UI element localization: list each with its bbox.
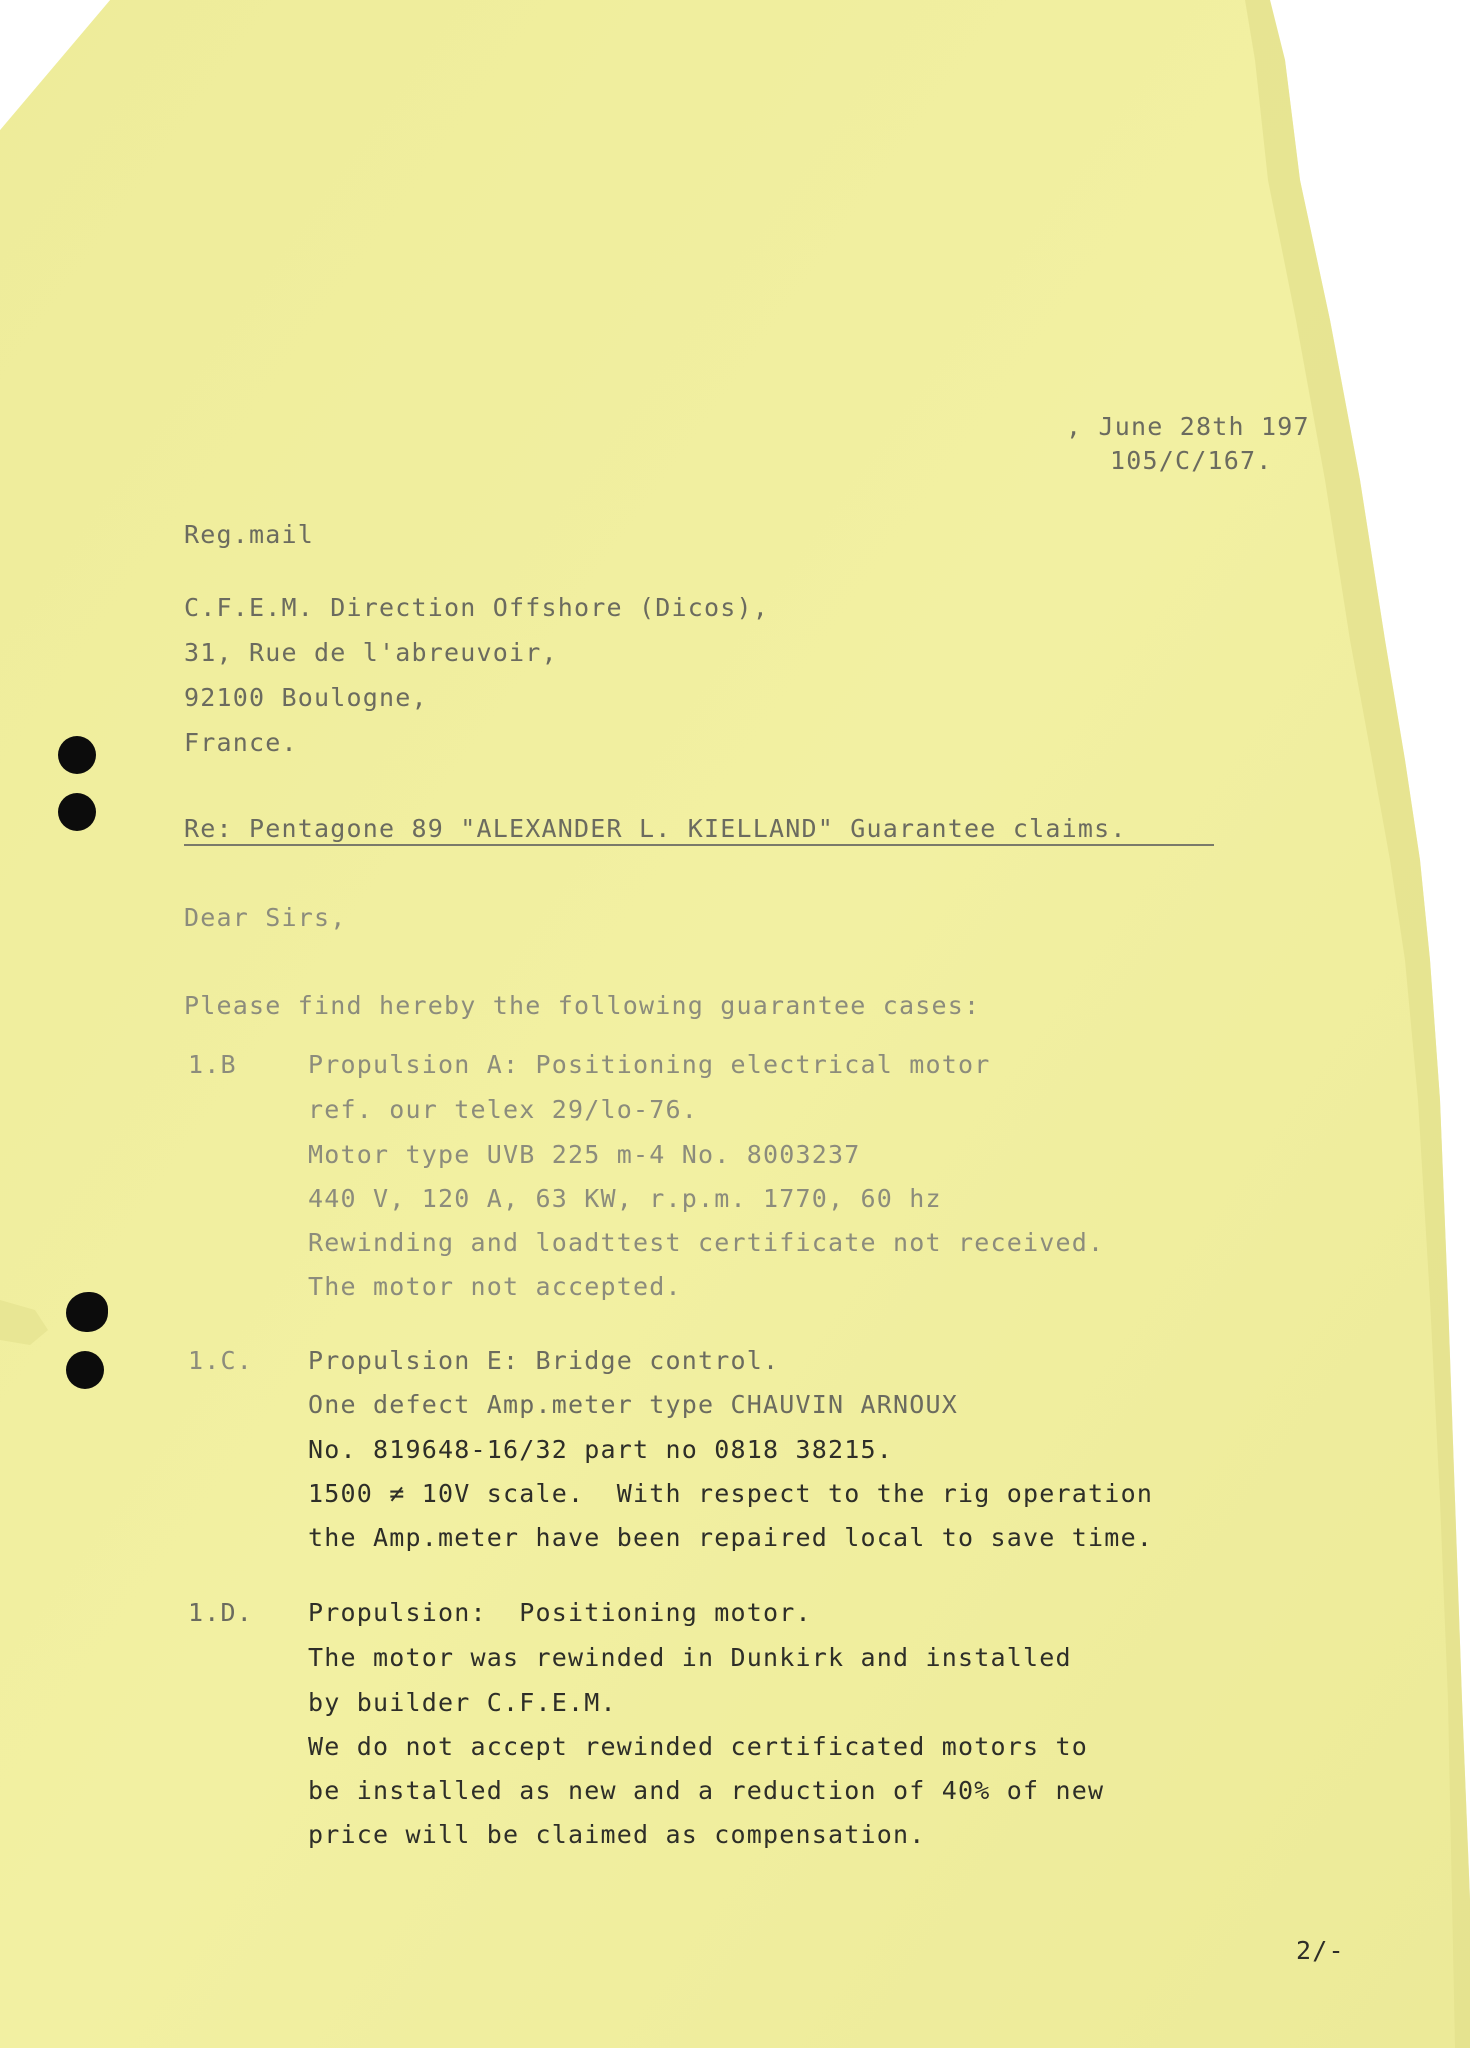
case-line: Motor type UVB 225 m-4 No. 8003237 — [308, 1140, 861, 1169]
case-line: Propulsion: Positioning motor. — [308, 1598, 812, 1627]
case-number: 1.B — [188, 1050, 237, 1079]
case-line: Propulsion E: Bridge control. — [308, 1346, 780, 1375]
mail-type: Reg.mail — [184, 520, 315, 549]
case-line: 1500 ≠ 10V scale. With respect to the rig operation — [308, 1479, 1154, 1508]
case-line: Rewinding and loadttest certificate not received. — [308, 1228, 1105, 1257]
punch-hole-3 — [66, 1292, 108, 1332]
intro-line: Please find hereby the following guarantee cases: — [184, 991, 981, 1020]
case-number: 1.D. — [188, 1598, 254, 1627]
date-line: , June 28th 197 — [1066, 412, 1310, 441]
case-line: Propulsion A: Positioning electrical motor — [308, 1050, 991, 1079]
case-line: The motor not accepted. — [308, 1272, 682, 1301]
page-continuation: 2/- — [1296, 1936, 1345, 1965]
case-line: the Amp.meter have been repaired local to save time. — [308, 1523, 1154, 1552]
address-line-4: France. — [184, 728, 298, 757]
address-line-2: 31, Rue de l'abreuvoir, — [184, 638, 558, 667]
case-line: price will be claimed as compensation. — [308, 1820, 926, 1849]
case-line: One defect Amp.meter type CHAUVIN ARNOUX — [308, 1390, 959, 1419]
reference-number: 105/C/167. — [1110, 446, 1273, 475]
salutation: Dear Sirs, — [184, 903, 347, 932]
case-line: by builder C.F.E.M. — [308, 1688, 617, 1717]
case-line: ref. our telex 29/lo-76. — [308, 1095, 699, 1124]
subject-line: Re: Pentagone 89 "ALEXANDER L. KIELLAND" Guarantee claims. — [184, 814, 1127, 843]
case-number: 1.C. — [188, 1346, 254, 1375]
case-line: No. 819648-16/32 part no 0818 38215. — [308, 1435, 894, 1464]
subject-underline — [184, 844, 1214, 846]
punch-hole-2 — [58, 793, 96, 831]
case-line: 440 V, 120 A, 63 KW, r.p.m. 1770, 60 hz — [308, 1184, 942, 1213]
punch-hole-4 — [66, 1351, 104, 1389]
case-line: be installed as new and a reduction of 40% of new — [308, 1776, 1105, 1805]
case-line: The motor was rewinded in Dunkirk and installed — [308, 1643, 1072, 1672]
address-line-3: 92100 Boulogne, — [184, 683, 428, 712]
punch-hole-1 — [58, 736, 96, 774]
case-line: We do not accept rewinded certificated motors to — [308, 1732, 1089, 1761]
address-line-1: C.F.E.M. Direction Offshore (Dicos), — [184, 593, 770, 622]
